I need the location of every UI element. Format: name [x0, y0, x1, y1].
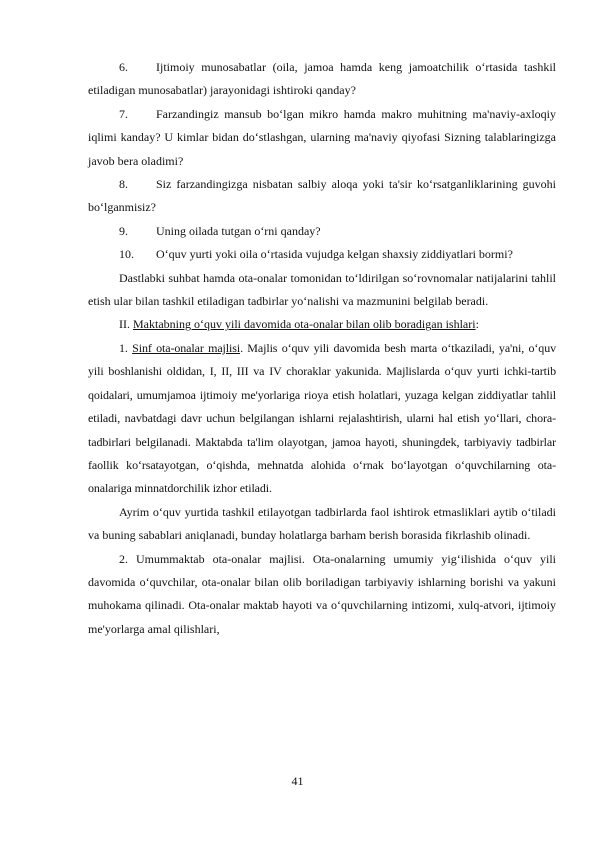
list-item: [88, 243, 556, 266]
list-item: [88, 56, 556, 103]
section-heading: [88, 313, 556, 336]
point-paragraph: [88, 337, 556, 501]
point-number: 1.: [119, 340, 133, 355]
section-title: Maktabning o‘quv yili davomida ota-onalar bilan olib boradigan ishlari: [133, 317, 476, 332]
point-text: . Majlis o‘quv yili davomida besh marta o‘tkaziladi, ya'ni, o‘quv yili boshlanishi oldidan, I, II, III va IV choraklar yakunida. Majlislarda o‘quv yurti ichki-tartib qoidalari, umumjamoa ijtimoiy me'yorlariga rioya etish holatlari, yuzaga kelgan ziddiyatlar tahlil etiladi, navbatdagi davr uchun belgilangan ishlarni rejalashtirish, ularni hal etish yo‘llari, chora-tadbirlari belgilanadi. Maktabda ta'lim olayotgan, jamoa hayoti, shuningdek, tarbiyaviy tadbirlar faollik ko‘rsatayotgan, o‘qishda, mehnatda alohida o‘rnak bo‘layotgan o‘quvchilarning ota-onalariga minnatdorchilik izhor etiladi.: [88, 340, 556, 496]
section-suffix: :: [475, 317, 479, 332]
list-item-number: 10.: [119, 247, 134, 262]
list-item-text: O‘quv yurti yoki oila o‘rtasida vujudga kelgan shaxsiy ziddiyatlari bormi?: [156, 247, 513, 262]
list-item-number: 8.: [119, 177, 128, 192]
page-number: 41: [291, 774, 304, 788]
list-item-text: Siz farzandingizga nisbatan salbiy aloqa yoki ta'sir ko‘rsatganliklarining guvohi bo‘lganmisiz?: [88, 177, 556, 215]
list-item-number: 6.: [119, 60, 128, 74]
section-number: II.: [119, 317, 133, 332]
list-item: [88, 220, 556, 243]
list-item: [88, 103, 556, 173]
point-title: Sinf ota-onalar majlisi: [132, 340, 241, 355]
list-item-number: 7.: [119, 106, 128, 121]
list-item-text: Uning oilada tutgan o‘rni qanday?: [156, 223, 321, 238]
list-item-number: 9.: [119, 223, 128, 238]
document-page: [88, 56, 556, 641]
list-item-text: Ijtimoiy munosabatlar (oila, jamoa hamda keng jamoatchilik o‘rtasida tashkil etiladigan munosabatlar) jarayonidagi ishtiroki qanday?: [88, 60, 556, 98]
list-item: [88, 173, 556, 220]
list-item-text: Farzandingiz mansub bo‘lgan mikro hamda makro muhitning ma'naviy-axloqiy iqlimi kanday? U kimlar bidan do‘stlashgan, ularning ma'naviy qiyofasi Sizning talablaringizga javob bera oladimi?: [88, 106, 556, 168]
point-paragraph: 2. Umummaktab ota-onalar majlisi. Ota-onalarning umumiy yig‘ilishida o‘quv yili davomida o‘quvchilar, ota-onalar bilan olib boriladigan tarbiyaviy ishlarning borishi va yakuni muhokama qilinadi. Ota-onalar maktab hayoti va o‘quvchilarning intizomi, xulq-atvori, ijtimoiy me'yorlarga amal qilishlari,: [88, 551, 556, 636]
body-paragraph: Ayrim o‘quv yurtida tashkil etilayotgan tadbirlarda faol ishtirok etmasliklari aytib o‘tiladi va buning sabablari aniqlanadi, bunday holatlarga barham berish borasida fikrlashib olinadi.: [88, 504, 556, 543]
intro-paragraph: Dastlabki suhbat hamda ota-onalar tomonidan to‘ldirilgan so‘rovnomalar natijalarini tahlil etish ular bilan tashkil etiladigan tadbirlar yo‘nalishi va mazmunini belgilab beradi.: [88, 270, 556, 309]
